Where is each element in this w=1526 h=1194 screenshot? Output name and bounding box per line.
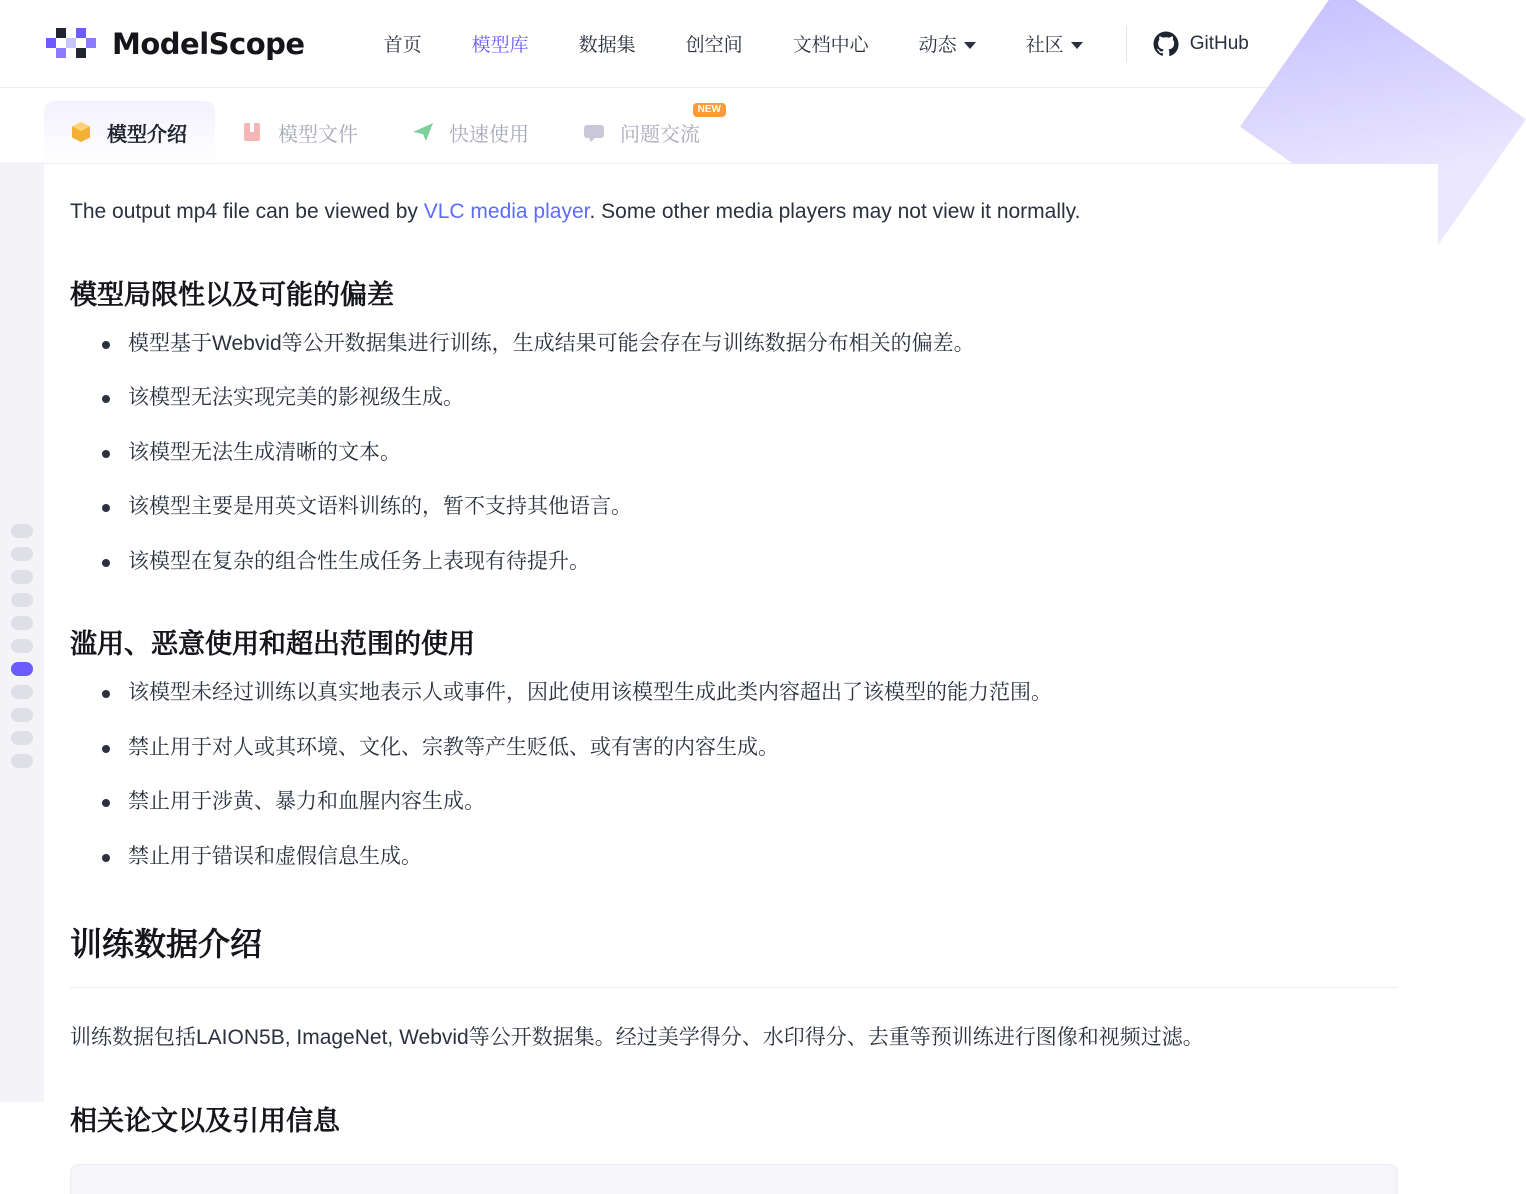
tab-label: 快速使用: [449, 123, 529, 146]
nav-item-studios[interactable]: [661, 30, 768, 57]
tab-label: 模型介绍: [107, 123, 187, 146]
chevron-down-icon: [1071, 42, 1083, 49]
list-item: 该模型无法生成清晰的文本。: [128, 437, 1398, 470]
chat-icon: [581, 119, 607, 145]
book-icon: [239, 119, 265, 145]
model-card-content: [44, 164, 1438, 1137]
new-badge: NEW: [693, 103, 726, 117]
top-navigation-bar: [0, 0, 1438, 88]
list-item: 禁止用于涉黄、暴力和血腥内容生成。: [128, 786, 1398, 819]
list-item: 模型基于Webvid等公开数据集进行训练，生成结果可能会存在与训练数据分布相关的偏差。: [128, 328, 1398, 361]
tab-model-files[interactable]: [215, 101, 386, 163]
nav-item-label: 社区: [1025, 35, 1064, 56]
nav-item-models[interactable]: [447, 30, 554, 57]
rail-item-active[interactable]: [11, 662, 33, 676]
nav-item-label: 数据集: [578, 35, 636, 56]
nav-item-label: 动态: [918, 35, 957, 56]
page-body: [0, 164, 1438, 1137]
tab-quick-start[interactable]: [386, 101, 557, 163]
rail-item[interactable]: [11, 754, 33, 768]
intro-suffix: . Some other media players may not view it normally.: [589, 200, 1081, 223]
section-title-papers: 相关论文以及引用信息: [70, 1106, 340, 1137]
intro-paragraph: [70, 196, 1398, 229]
github-icon: [1153, 31, 1179, 57]
misuse-list: [70, 677, 1398, 873]
rail-item[interactable]: [11, 639, 33, 653]
list-item: 该模型无法实现完美的影视级生成。: [128, 382, 1398, 415]
rail-item[interactable]: [11, 708, 33, 722]
code-block-preview: [70, 1164, 1398, 1194]
modelscope-logo-icon: [44, 24, 98, 64]
rail-item[interactable]: [11, 731, 33, 745]
nav-item-label: 文档中心: [792, 35, 869, 56]
tab-model-intro[interactable]: [44, 101, 215, 163]
section-title-limitations: 模型局限性以及可能的偏差: [70, 279, 394, 310]
list-item: 该模型未经过训练以真实地表示人或事件，因此使用该模型生成此类内容超出了该模型的能力范围。: [128, 677, 1398, 710]
section-title-misuse: 滥用、恶意使用和超出范围的使用: [70, 629, 475, 660]
nav-items: [359, 30, 1108, 57]
tab-label: 模型文件: [278, 123, 358, 146]
nav-item-label: 创空间: [685, 35, 743, 56]
rail-item[interactable]: [11, 616, 33, 630]
side-rail: [0, 164, 44, 1102]
nav-item-label: 模型库: [471, 35, 529, 56]
box-icon: [68, 119, 94, 145]
rail-item[interactable]: [11, 547, 33, 561]
list-item: 该模型在复杂的组合性生成任务上表现有待提升。: [128, 546, 1398, 579]
rail-item[interactable]: [11, 570, 33, 584]
brand-logo[interactable]: [44, 24, 305, 64]
nav-item-docs[interactable]: [768, 30, 894, 57]
nav-divider: [1126, 26, 1127, 62]
github-label: GitHub: [1189, 32, 1249, 54]
nav-item-datasets[interactable]: [554, 30, 661, 57]
nav-item-label: 首页: [383, 35, 422, 56]
paper-plane-icon: [410, 119, 436, 145]
nav-item-news[interactable]: [894, 30, 1001, 57]
list-item: 该模型主要是用英文语料训练的，暂不支持其他语言。: [128, 491, 1398, 524]
limitations-list: [70, 328, 1398, 579]
list-item: 禁止用于错误和虚假信息生成。: [128, 841, 1398, 874]
chevron-down-icon: [964, 42, 976, 49]
list-item: 禁止用于对人或其环境、文化、宗教等产生贬低、或有害的内容生成。: [128, 732, 1398, 765]
intro-prefix: The output mp4 file can be viewed by: [70, 200, 424, 223]
training-data-paragraph: 训练数据包括LAION5B, ImageNet, Webvid等公开数据集。经过美学得分、水印得分、去重等预训练进行图像和视频过滤。: [70, 1026, 1204, 1050]
tab-discussion-wrapper: [557, 101, 728, 163]
rail-item[interactable]: [11, 593, 33, 607]
section-title-training-data: 训练数据介绍: [70, 919, 1398, 988]
rail-item[interactable]: [11, 524, 33, 538]
model-tab-bar: [0, 88, 1438, 164]
nav-item-home[interactable]: [359, 30, 447, 57]
rail-item[interactable]: [11, 685, 33, 699]
tab-label: 问题交流: [620, 123, 700, 146]
github-link[interactable]: [1153, 31, 1249, 57]
brand-name: ModelScope: [112, 26, 305, 61]
nav-item-community[interactable]: [1001, 30, 1108, 57]
vlc-media-player-link[interactable]: VLC media player: [423, 200, 590, 223]
